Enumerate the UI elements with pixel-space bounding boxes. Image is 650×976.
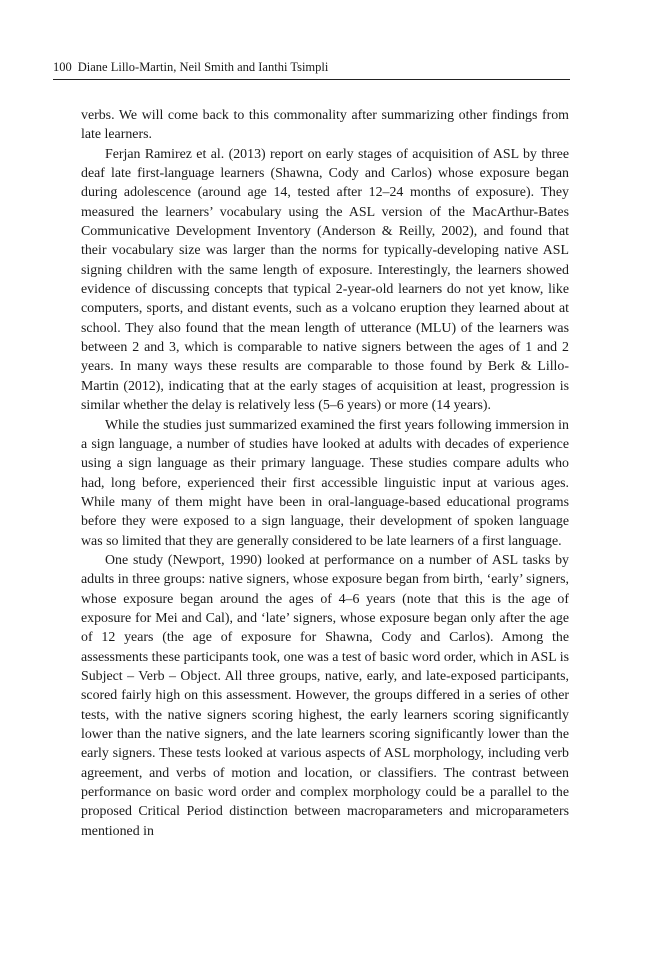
- paragraph-continuation: verbs. We will come back to this commonality after summarizing other findings from late learners.: [81, 108, 569, 143]
- running-head: [53, 58, 570, 80]
- page-number: 100: [53, 60, 72, 74]
- paragraph-ferjan-ramirez: Ferjan Ramirez et al. (2013) report on early stages of acquisition of ASL by three deaf late first-language learners (Shawna, Cody and Carlos) whose exposure began during adolescence (around age 14, tested after 12–24 months of exposure). They measured the learners’ vocabulary using the ASL version of the MacArthur-Bates Communicative Development Inventory (Anderson & Reilly, 2002), and found that their vocabulary size was larger than the norms for typically-developing native ASL signing children with the same length of exposure. Interestingly, the learners showed evidence of discussing concepts that typical 2-year-old learners do not yet know, like computers, sports, and distant events, such as a volcano eruption they learned about at school. They also found that the mean length of utterance (MLU) of the learners was between 2 and 3, which is comparable to native signers between the ages of 1 and 2 years. In many ways these results are comparable to those found by Berk & Lillo-Martin (2012), indicating that at the early stages of acquisition at least, progression is similar whether the delay is relatively less (5–6 years) or more (14 years).: [81, 146, 569, 414]
- paragraph-adult-studies: While the studies just summarized examined the first years following immersion in a sign language, a number of studies have looked at adults with decades of experience using a sign language as their primary language. These studies compare adults who had, long before, experienced their first accessible linguistic input at various ages. While many of them might have been in oral-language-based educational programs before they were exposed to a sign language, their development of spoken language was so limited that they are generally considered to be late learners of a first language.: [81, 417, 569, 549]
- running-head-authors: Diane Lillo-Martin, Neil Smith and Ianthi Tsimpli: [77, 60, 329, 74]
- body-text: [81, 106, 569, 841]
- paragraph-newport-study: One study (Newport, 1990) looked at performance on a number of ASL tasks by adults in three groups: native signers, whose exposure began from birth, ‘early’ signers, whose exposure began around the ages of 4–6 years (note that this is the age of exposure for Mei and Cal), and ‘late’ signers, whose exposure began only after the age of 12 years (the age of exposure for Shawna, Cody and Carlos). Among the assessments these participants took, one was a test of basic word order, which in ASL is Subject – Verb – Object. All three groups, native, early, and late-exposed participants, scored fairly high on this assessment. However, the groups differed in a series of other tests, with the native signers scoring highest, the early learners scoring significantly lower than the native signers, and the late learners scoring significantly lower than the early signers. These tests looked at various aspects of ASL morphology, including verb agreement, and verbs of motion and location, or classifiers. The contrast between performance on basic word order and complex morphology could be a parallel to the proposed Critical Period distinction between macroparameters and microparameters mentioned in: [81, 552, 569, 839]
